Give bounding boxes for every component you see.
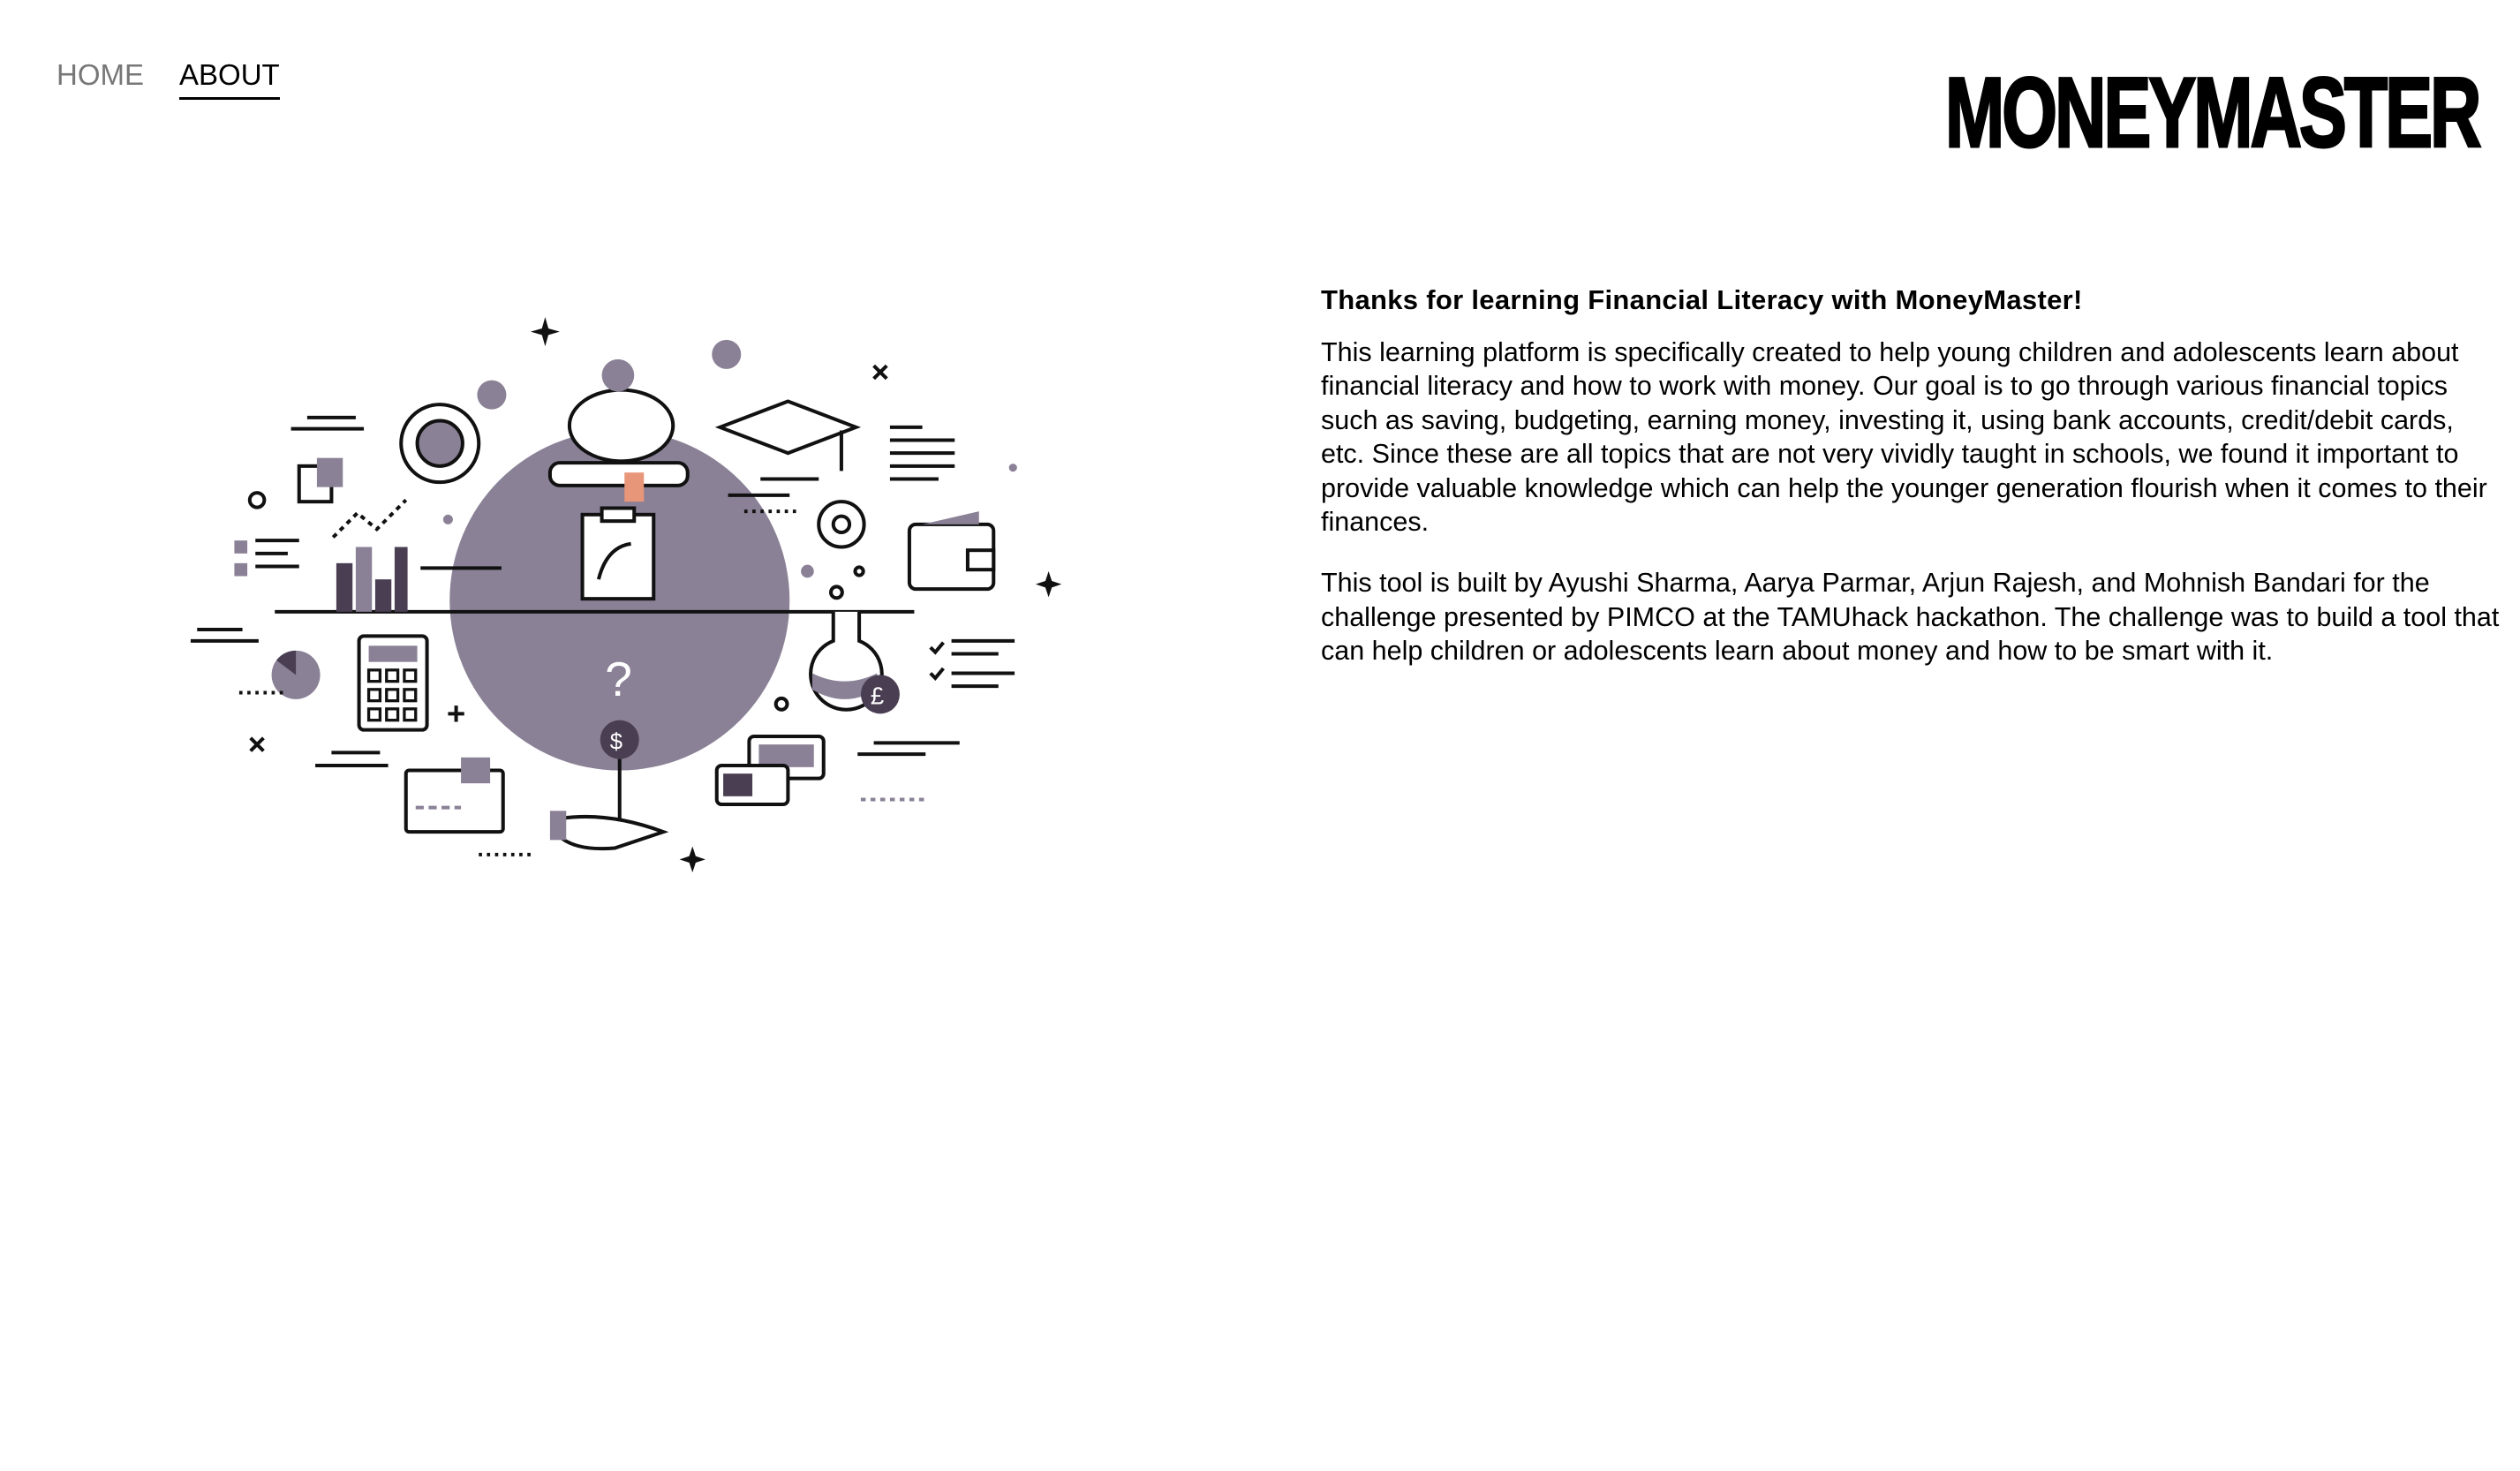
gear-dollar-icon (401, 381, 506, 483)
about-heading: Thanks for learning Financial Literacy with MoneyMaster! (1321, 284, 2083, 315)
pound-sign: £ (870, 682, 885, 710)
calculator-icon (359, 636, 427, 729)
bar-chart-icon (333, 500, 407, 612)
checklist-icon (931, 641, 1015, 686)
flask-pound-icon (811, 612, 900, 714)
clipboard-icon (583, 509, 654, 600)
squares-icon (299, 458, 343, 502)
about-paragraph-purpose: This learning platform is specifically created to help young children and adolescents learn about financial literacy and how to work with money. Our goal is to go through various financial topics such as saving, budgeting, earning money, investing it, using bank accounts, credit/debit cards, etc. Since these are all topics that are not very vividly taught in schools, we found it important to provide valuable knowledge which can help the younger generation flourish when it comes to their finances. (1321, 337, 2487, 538)
dollar-sign: $ (609, 729, 623, 755)
main-nav (57, 58, 280, 100)
wallet-icon (909, 511, 993, 589)
credit-card-lock-icon (406, 758, 503, 832)
logo[interactable]: MONEYMASTER (1945, 57, 2479, 168)
target-icon (819, 502, 864, 547)
document-lines-icon (890, 427, 954, 479)
chat-bubbles-icon (717, 736, 824, 804)
nav-about-link[interactable]: ABOUT (179, 58, 280, 100)
question-mark: ? (605, 652, 632, 707)
list-icon (234, 540, 298, 576)
about-paragraph-credits: This tool is built by Ayushi Sharma, Aarya Parmar, Arjun Rajesh, and Mohnish Bandari for the challenge presented by PIMCO at the TAMUhack hackathon. The challenge was to build a tool that can help children or adolescents learn about money and how to be smart with it. (1321, 568, 2500, 667)
financial-literacy-illustration (177, 309, 1077, 892)
graduation-cap-icon (720, 402, 856, 471)
pie-chart-icon (272, 651, 321, 699)
nav-home-link[interactable]: HOME (57, 58, 144, 91)
about-section (1321, 284, 2504, 696)
piggy-bank-icon (550, 359, 688, 502)
